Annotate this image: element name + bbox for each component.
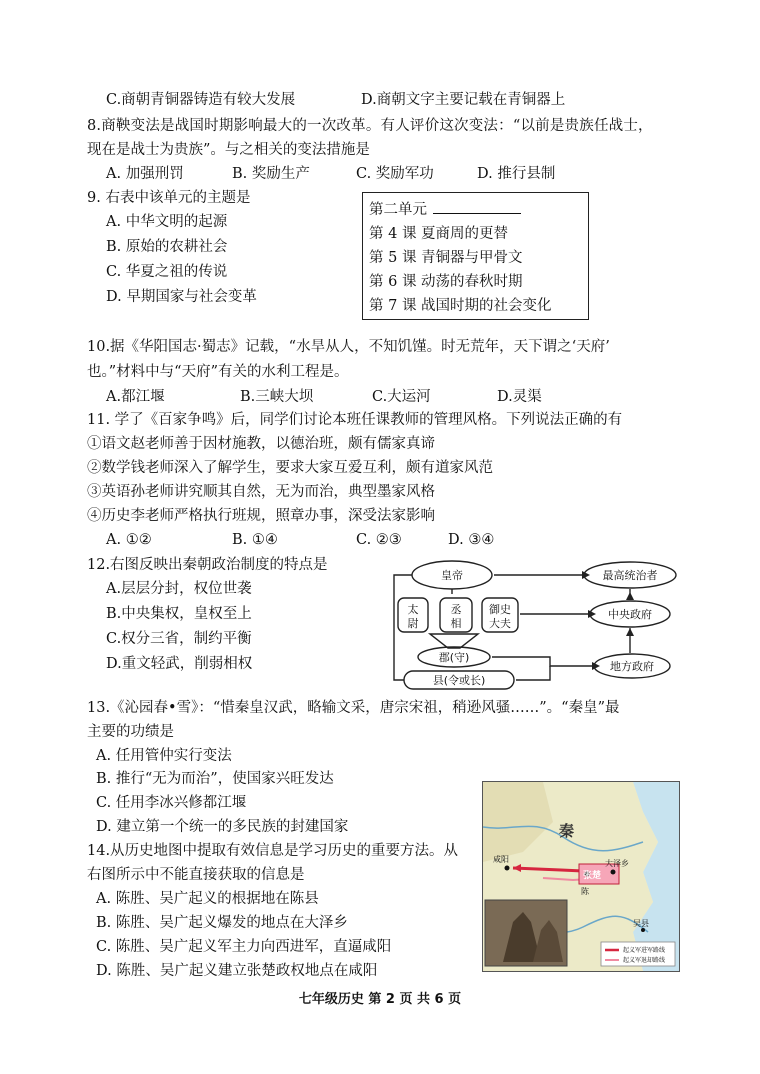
- map-label-xianyang: 咸阳: [493, 855, 509, 864]
- qin-political-system-diagram: [390, 558, 685, 694]
- q10-stem-line2: 也。”材料中与“天府”有关的水利工程是。: [87, 364, 349, 380]
- q10-option-c: C.大运河: [372, 389, 431, 405]
- q11-statement-4: ④历史李老师严格执行班规，照章办事，深受法家影响: [87, 508, 435, 524]
- q14-option-a: A. 陈胜、吴广起义的根据地在陈县: [96, 891, 319, 907]
- q8-option-a: A. 加强刑罚: [106, 166, 184, 182]
- q7-option-d: D.商朝文字主要记载在青铜器上: [361, 92, 566, 108]
- q14-option-b: B. 陈胜、吴广起义爆发的地点在大泽乡: [96, 915, 348, 931]
- map-graphic: [483, 782, 679, 971]
- q8-stem-line2: 现在是战士为贵族”。与之相关的变法措施是: [87, 142, 370, 158]
- arrowhead-highest: [582, 571, 590, 579]
- arrowhead-up-1: [626, 592, 634, 600]
- q12-option-d: D.重文轻武，削弱相权: [106, 656, 253, 672]
- q9-option-d: D. 早期国家与社会变革: [106, 289, 257, 305]
- q9-stem: 9. 右表中该单元的主题是: [87, 190, 251, 206]
- q13-stem-line2: 主要的功绩是: [87, 724, 174, 740]
- q8-option-b: B. 奖励生产: [232, 166, 310, 182]
- map-label-chen: 陈: [581, 887, 589, 896]
- lesson-4: 第 4 课 夏商周的更替: [369, 226, 509, 242]
- q14-stem-line1: 14.从历史地图中提取有效信息是学习历史的重要方法。从: [87, 843, 459, 859]
- chengxiang-label-2: 相: [450, 617, 462, 630]
- yushi-label-1: 御史: [489, 603, 511, 616]
- legend-retreat-label: 起义军退却路线: [623, 957, 666, 964]
- q10-option-a: A.都江堰: [106, 389, 165, 405]
- taiwei-label-1: 太: [407, 603, 419, 616]
- q13-stem-line1: 13.《沁园春•雪》：“惜秦皇汉武，略输文采，唐宗宋祖，稍逊风骚……”。“秦皇”最: [87, 700, 620, 716]
- arrowhead-local: [592, 662, 600, 670]
- yushi-label-2: 大夫: [489, 617, 511, 630]
- q11-stem: 11. 学了《百家争鸣》后，同学们讨论本班任课教师的管理风格。下列说法正确的有: [87, 412, 623, 428]
- q10-option-d: D.灵渠: [497, 389, 542, 405]
- q7-option-c: C.商朝青铜器铸造有较大发展: [106, 92, 296, 108]
- q11-statement-3: ③英语孙老师讲究顺其自然，无为而治，典型墨家风格: [87, 484, 435, 500]
- q13-option-c: C. 任用李冰兴修都江堰: [96, 795, 247, 811]
- q11-option-d: D. ③④: [448, 532, 495, 548]
- page-footer: 七年级历史 第 2 页 共 6 页: [298, 992, 462, 1007]
- q8-option-d: D. 推行县制: [477, 166, 556, 182]
- arrowhead-central: [588, 610, 596, 618]
- q12-option-a: A.层层分封，权位世袭: [106, 581, 252, 597]
- lesson-6: 第 6 课 动荡的春秋时期: [369, 274, 523, 290]
- q14-option-c: C. 陈胜、吴广起义军主力向西进军，直逼咸阳: [96, 939, 392, 955]
- unit-title: 第二单元: [369, 202, 427, 218]
- q8-option-c: C. 奖励军功: [356, 166, 434, 182]
- q13-option-d: D. 建立第一个统一的多民族的封建国家: [96, 819, 349, 835]
- q11-option-b: B. ①④: [232, 532, 278, 548]
- central-gov-label: 中央政府: [608, 608, 652, 621]
- q13-option-a: A. 任用管仲实行变法: [96, 748, 232, 764]
- jun-label: 郡(守): [438, 651, 470, 664]
- lesson-5: 第 5 课 青铜器与甲骨文: [369, 250, 523, 266]
- q9-unit-table: [362, 192, 589, 320]
- unit-title-row: [369, 198, 521, 219]
- local-gov-label: 地方政府: [610, 660, 654, 673]
- legend-advance-label: 起义军进军路线: [623, 947, 666, 954]
- arrowhead-up-2: [626, 628, 634, 636]
- q12-stem: 12.右图反映出秦朝政治制度的特点是: [87, 557, 328, 573]
- arrow-to-local-a: [492, 657, 592, 666]
- q14-stem-line2: 右图所示中不能直接获取的信息是: [87, 867, 305, 883]
- q11-option-c: C. ②③: [356, 532, 402, 548]
- q10-stem-line1: 10.据《华阳国志·蜀志》记载，“水旱从人，不知饥馑。时无荒年，天下谓之‘天府’: [87, 339, 610, 355]
- taiwei-label-2: 尉: [407, 617, 419, 630]
- map-label-wuxian: 吴县: [633, 919, 649, 928]
- q12-option-b: B.中央集权，皇权至上: [106, 606, 252, 622]
- lesson-7: 第 7 课 战国时期的社会变化: [369, 298, 552, 314]
- q9-option-c: C. 华夏之祖的传说: [106, 264, 228, 280]
- q12-option-c: C.权分三省，制约平衡: [106, 631, 252, 647]
- emperor-label: 皇帝: [441, 569, 463, 582]
- officials-to-jun-arrow: [430, 634, 478, 648]
- q8-stem-line1: 8.商鞅变法是战国时期影响最大的一次改革。有人评价这次变法：“以前是贵族任战士，: [87, 118, 653, 134]
- q9-option-b: B. 原始的农耕社会: [106, 239, 228, 255]
- q11-statement-1: ①语文赵老师善于因材施教，以德治班，颇有儒家真谛: [87, 436, 435, 452]
- map-label-dazexiang: 大泽乡: [605, 859, 629, 868]
- arrow-to-local-b: [516, 666, 550, 680]
- q11-option-a: A. ①②: [106, 532, 152, 548]
- q13-option-b: B. 推行“无为而治”，使国家兴旺发达: [96, 771, 334, 787]
- xian-label: 县(令或长): [432, 674, 486, 687]
- chen-sheng-uprising-map: [482, 781, 680, 972]
- map-label-zhangchu: 张楚: [583, 871, 602, 881]
- xianyang-point: [505, 866, 510, 871]
- highest-ruler-label: 最高统治者: [602, 569, 658, 582]
- chengxiang-label-1: 丞: [450, 603, 462, 616]
- q14-option-d: D. 陈胜、吴广起义建立张楚政权地点在咸阳: [96, 963, 378, 979]
- q10-option-b: B.三峡大坝: [240, 389, 314, 405]
- dazexiang-point: [611, 870, 616, 875]
- unit-blank: [433, 199, 521, 214]
- q9-option-a: A. 中华文明的起源: [106, 214, 228, 230]
- q11-statement-2: ②数学钱老师深入了解学生，要求大家互爱互利，颇有道家风范: [87, 460, 493, 476]
- map-label-qin: 秦: [559, 822, 575, 840]
